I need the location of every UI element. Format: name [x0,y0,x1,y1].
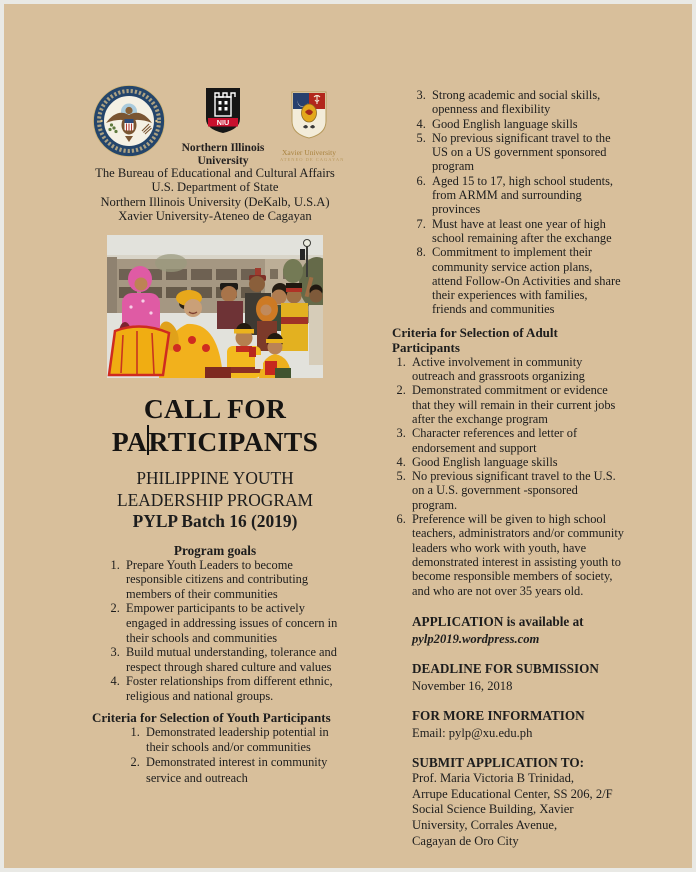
address-line: Cagayan de Oro City [412,833,519,848]
address-line: Social Science Building, Xavier [412,802,574,817]
submit-to-block [412,754,624,850]
program-goals-list [92,558,338,704]
submit-to-address [412,771,624,850]
niu-logo [201,87,245,135]
deadline-date: November 16, 2018 [412,678,513,693]
application-url: pylp2019.wordpress.com [412,631,540,646]
youth-criteria-item: 5. No previous significant travel to the US on a US government sponsored program [432,131,624,174]
niu-logo-block [177,87,269,167]
program-goal-item: 4. Foster relationships from different ethnic, religious and national groups. [126,674,338,703]
address-line: Arrupe Educational Center, SS 206, 2/F [412,786,613,801]
xavier-caption: Xavier University [282,148,336,157]
program-batch: PYLP Batch 16 (2019) [132,511,298,532]
adult-criteria-item: 1. Active involvement in community outreach and grassroots organizing [412,355,624,384]
application-block [412,613,624,647]
organization-line: Xavier University-Ateneo de Cagayan [118,208,312,223]
adult-criteria-list [392,355,624,598]
adult-criteria-heading: Criteria for Selection of Adult Participants [392,324,558,355]
program-name-line2: LEADERSHIP PROGRAM [117,489,313,510]
program-title [92,468,338,533]
application-heading: APPLICATION is available at [412,613,584,629]
xavier-subcaption: ATENEO DE CAGAYAN [280,157,345,162]
youth-criteria-item: 3. Strong academic and social skills, openness and flexibility [432,88,624,117]
more-info-email: Email: pylp@xu.edu.ph [412,725,533,740]
page-title [92,393,338,458]
organization-line: Northern Illinois University (DeKalb, U.S.A) [100,194,330,209]
right-column [392,88,624,850]
youth-criteria-heading: Criteria for Selection of Youth Participants [92,709,331,725]
more-info-block [412,707,624,741]
adult-criteria-item: 2. Demonstrated commitment or evidence that they will remain in their current jobs after the exchange program [412,383,624,426]
address-line: University, Corrales Avenue, [412,818,558,833]
youth-criteria-list-left [92,725,338,787]
us-state-department-seal-logo [92,84,166,158]
youth-criteria-list-right [392,88,624,317]
youth-criteria-item: 8. Commitment to implement their community service action plans, attend Follow-On Activities and share their experiences with families, friends and communities [432,245,624,316]
submit-to-heading: SUBMIT APPLICATION TO: [412,754,584,770]
program-name-line1: PHILIPPINE YOUTH [136,468,294,489]
organizations-list [92,166,338,223]
xavier-logo-block [280,90,345,162]
adult-criteria-item: 6. Preference will be given to high school teachers, administrators and/or community leaders who work with youth, have demonstrated interest in assisting youth to become responsible members of society, and who are not over 35 years old. [412,512,624,598]
organization-line: U.S. Department of State [151,180,279,195]
adult-criteria-item: 3. Character references and letter of endorsement and support [412,426,624,455]
participants-photo [107,235,323,378]
youth-criteria-item: 2. Demonstrated interest in community service and outreach [146,755,338,786]
logos-row [92,84,345,167]
youth-criteria-item: 1. Demonstrated leadership potential in their schools and/or communities [146,725,338,756]
program-goals-heading: Program goals [173,542,257,558]
title-line2-post: RTICIPANTS [148,426,319,458]
niu-name: Northern Illinois University [181,142,265,167]
title-line1: CALL FOR [143,393,287,425]
program-goal-item: 1. Prepare Youth Leaders to become responsible citizens and contributing members of their communities [126,558,338,602]
program-goal-item: 3. Build mutual understanding, tolerance and respect through shared culture and values [126,645,338,674]
niu-shield-label: NIU [216,118,230,127]
youth-criteria-item: 7. Must have at least one year of high school remaining after the exchange [432,217,624,246]
more-info-heading: FOR MORE INFORMATION [412,707,585,723]
deadline-block [412,660,624,694]
program-goal-item: 2. Empower participants to be actively engaged in addressing issues of concern in their schools and communities [126,601,338,645]
xavier-crest-logo [289,90,329,142]
youth-criteria-item: 6. Aged 15 to 17, high school students, from ARMM and surrounding provinces [432,174,624,217]
title-line2-pre: PA [111,426,148,458]
adult-criteria-item: 5. No previous significant travel to the U.S. on a U.S. government -sponsored program. [412,469,624,512]
organization-line: The Bureau of Educational and Cultural Affairs [95,166,335,180]
adult-criteria-item: 4. Good English language skills [412,455,624,469]
youth-criteria-item: 4. Good English language skills [432,117,624,131]
address-line: Prof. Maria Victoria B Trinidad, [412,770,575,785]
left-column [92,84,345,786]
deadline-heading: DEADLINE FOR SUBMISSION [412,660,599,676]
